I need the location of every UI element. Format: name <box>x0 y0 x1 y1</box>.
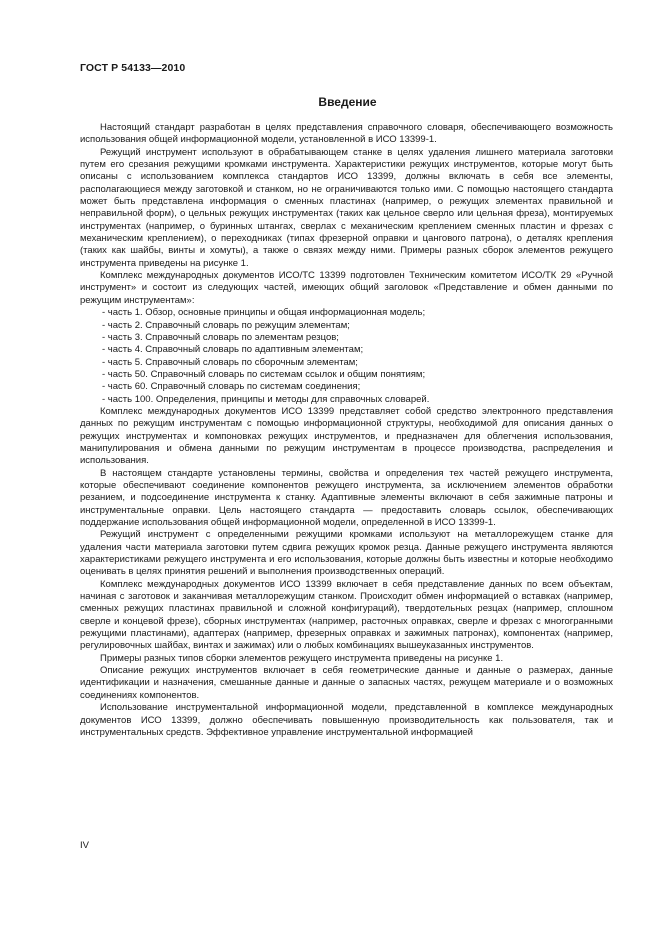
list-item: - часть 60. Справочный словарь по системам соединения; <box>102 381 361 393</box>
body-text <box>80 122 613 739</box>
paragraph: Комплекс международных документов ИСО/ТС 13399 подготовлен Техническим комитетом ИСО/ТК 29 «Ручной инструмент» и состоит из следующих частей, имеющих общий заголовок «Представление и обмен данными по режущим инструментам»: <box>80 270 613 306</box>
parts-list <box>80 307 613 406</box>
list-item: - часть 2. Справочный словарь по режущим элементам; <box>102 319 350 331</box>
list-item: - часть 1. Обзор, основные принципы и общая информационная модель; <box>102 307 426 319</box>
paragraph: В настоящем стандарте установлены термины, свойства и определения тех частей режущего инструмента, которые обеспечивают соединение компонентов режущего инструмента, за исключением элементов обработки резанием, и подсоединение инструмента к станку. Адаптивные элементы включают в себя зажимные патроны и инструментальные оправки. Цель настоящего стандарта — предоставить словарь ссылок, обеспечивающих поддержание использования общей информационной модели, определенной в ИСО 13399-1. <box>80 467 613 528</box>
paragraph: Описание режущих инструментов включает в себя геометрические данные и данные о размерах, данные идентификации и назначения, смешанные данные и данные о запасных частях, режущем материале и о возможных соединениях компонентов. <box>80 665 613 701</box>
list-item: - часть 100. Определения, принципы и методы для справочных словарей. <box>102 393 430 405</box>
paragraph: Режущий инструмент используют в обрабатывающем станке в целях удаления лишнего материала заготовки путем его срезания режущими кромками инструмента. Характеристики режущих инструментов, которые могут быть описаны с использованием комплекса стандартов ИСО 13399, должны включать в себя все элементы, располагающиеся между заготовкой и станком, но не ограничиваются только ими. С помощью настоящего стандарта может быть представлена информация о сменных пластинах (например, о режущих элементах правильной и неправильной форм), о цельных режущих инструментах (таких как цельное сверло или цельная фреза), монтируемых инструментах (например, о буринных штангах, сверлах с механическим креплением сменных пластин и фрезах с механическим креплением), о переходниках (типах фрезерной оправки и цангового патрона), о деталях крепления (таких как шайбы, винты и хомуты), а также о связях между ними. Примеры разных сборок элементов режущего инструмента приведены на рисунке 1. <box>80 146 613 269</box>
list-item: - часть 50. Справочный словарь по системам ссылок и общим понятиям; <box>102 368 426 380</box>
paragraph: Режущий инструмент с определенными режущими кромками используют на металлорежущем станке для удаления части материала заготовки путем сдвига режущих кромок резца. Данные режущего инструмента являются характеристиками режущего инструмента и его использования, которые должны быть известны и которые необходимо оценивать в целях принятия решений и выполнения производственных операций. <box>80 529 613 578</box>
paragraph: Комплекс международных документов ИСО 13399 представляет собой средство электронного представления данных по режущим инструментам с помощью информационной структуры, необходимой для описания данных о режущих инструментах и компоновках режущих инструментов, и предназначен для облегчения использования, манипулирования и обмена данными по режущим инструментам в процессе производства, распределения и использования. <box>80 405 613 467</box>
paragraph: Примеры разных типов сборки элементов режущего инструмента приведены на рисунке 1. <box>100 652 504 664</box>
standard-code: ГОСТ Р 54133—2010 <box>80 62 186 74</box>
paragraph: Использование инструментальной информационной модели, представленной в комплексе международных документов ИСО 13399, должно обеспечивать повышенную производительность как пользователя, так и инструментальных средств. Эффективное управление инструментальной информацией <box>80 702 613 738</box>
list-item: - часть 5. Справочный словарь по сборочным элементам; <box>102 356 358 368</box>
paragraph: Комплекс международных документов ИСО 13399 включает в себя представление данных по всем объектам, начиная с заготовок и заканчивая металлорежущим станком. Происходит обмен информацией о вставках (например, сменных режущих пластинах правильной и сложной конфигураций), твердотельных резцах (например, сплошном сверле и концевой фрезе), сборных инструментах (например, расточных оправках, сверле и фрезах с многогранными режущими пластинами), адаптерах (например, фрезерных оправках и зажимных патронах), компонентах (например, регулировочных шайбах, винтах и зажимах) или о любых комбинациях вышеуказанных инструментов. <box>80 578 613 652</box>
section-title: Введение <box>318 95 377 109</box>
page-number: IV <box>80 840 89 851</box>
paragraph: Настоящий стандарт разработан в целях представления справочного словаря, обеспечивающего возможность использования общей информационной модели, установленной в ИСО 13399-1. <box>80 122 613 146</box>
list-item: - часть 3. Справочный словарь по элементам резцов; <box>102 331 339 343</box>
list-item: - часть 4. Справочный словарь по адаптивным элементам; <box>102 344 364 356</box>
